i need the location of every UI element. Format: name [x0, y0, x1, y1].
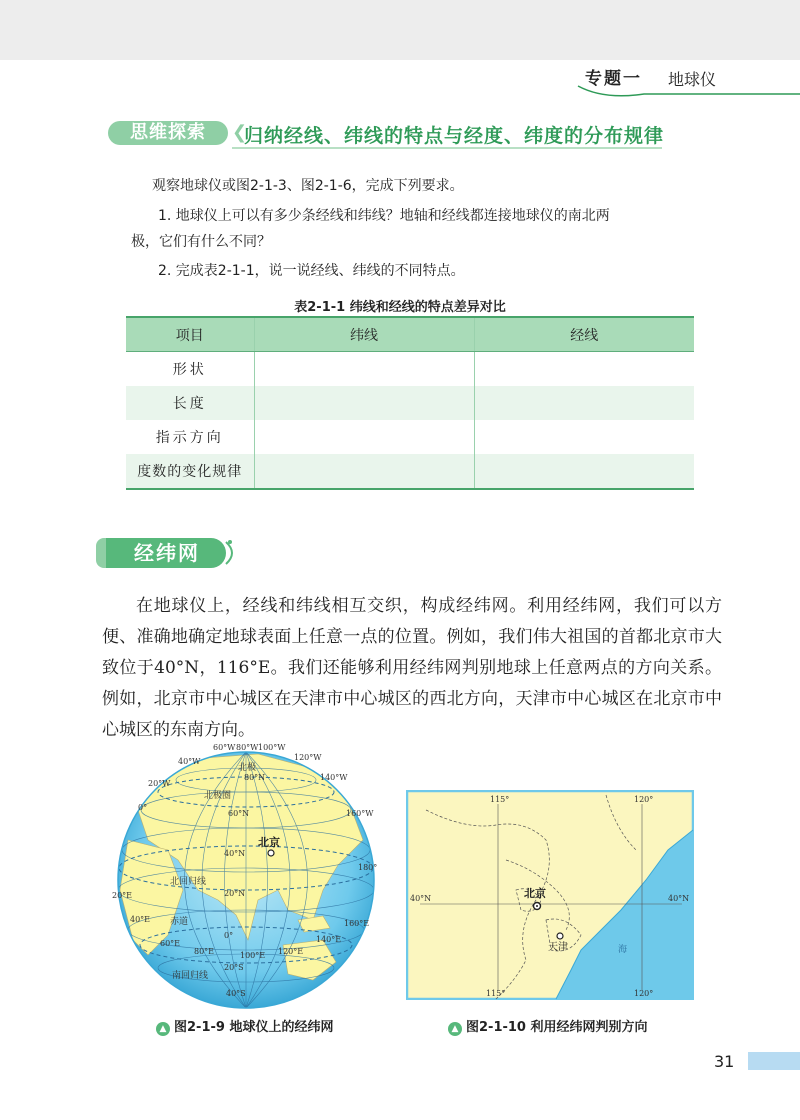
explore-intro: 观察地球仪或图2-1-3、图2-1-6，完成下列要求。: [152, 178, 464, 194]
region-map-figure: [406, 790, 694, 1000]
table-cell[interactable]: [474, 420, 694, 454]
question-1-cont: 极，它们有什么不同？: [131, 234, 271, 250]
table-cell[interactable]: [474, 352, 694, 387]
map-axis-label: 120°: [634, 795, 654, 804]
table-cell[interactable]: [474, 454, 694, 489]
comparison-table: [126, 316, 694, 490]
table-row: [126, 454, 694, 489]
map-axis-label: 120°: [634, 989, 654, 998]
globe-label: 120°W: [294, 753, 322, 762]
globe-label: 80°N: [244, 773, 266, 782]
table-cell[interactable]: [254, 352, 474, 387]
grid-badge: 经纬网: [106, 538, 226, 568]
question-2: 2. 完成表2-1-1，说一说经线、纬线的不同特点。: [158, 263, 465, 279]
table-row: [126, 386, 694, 420]
row-label-degree-pattern: 度数的变化规律: [126, 454, 254, 489]
globe-label: 80°E: [194, 947, 215, 956]
globe-label: 160°W: [346, 809, 374, 818]
globe-label: 60°N: [228, 809, 250, 818]
question-1: 1. 地球仪上可以有多少条经线和纬线？地轴和经线都连接地球仪的南北两: [158, 208, 610, 224]
explore-title: 归纳经线、纬线的特点与经度、纬度的分布规律: [244, 125, 665, 147]
globe-label-arctic-circle: 北极圈: [204, 791, 232, 801]
table-header-item: 项目: [126, 317, 254, 352]
grid-paragraph: 在地球仪上，经线和纬线相互交织，构成经纬网。利用经纬网，我们可以方便、准确地确定地球表面上任意一点的位置。例如，我们伟大祖国的首都北京市大致位于40°N，116°E。我们还能够利用经纬网判别地球上任意两点的方向关系。例如，北京市中心城区在天津市中心城区的西北方向，天津市中心城区在北京市中心城区的东南方向。: [102, 596, 722, 740]
row-label-shape: 形状: [172, 362, 207, 378]
grid-badge-curl-icon: [222, 538, 242, 568]
globe-label: 120°E: [278, 947, 304, 956]
globe-label-equator: 赤道: [170, 917, 189, 927]
globe-label-tropic-capricorn: 南回归线: [172, 971, 209, 981]
globe-label: 20°N: [224, 889, 246, 898]
globe-label: 180°: [358, 863, 378, 872]
map-tianjin-label: 天津: [548, 942, 568, 953]
globe-label: 40°E: [130, 915, 151, 924]
map-beijing-label: 北京: [524, 887, 546, 900]
row-label-length: 长度: [172, 396, 207, 412]
globe-label: 20°S: [224, 963, 244, 972]
chapter-subtitle: 地球仪: [667, 70, 716, 89]
globe-beijing-label: 北京: [258, 836, 280, 849]
map-tianjin-marker-icon: [557, 933, 563, 939]
table-cell[interactable]: [254, 386, 474, 420]
table-caption: 表2-1-1 纬线和经线的特点差异对比: [294, 300, 506, 315]
globe-label: 20°E: [112, 891, 133, 900]
table-row: [126, 420, 694, 454]
map-axis-label: 40°N: [668, 894, 690, 903]
explore-mark-icon: ❮: [232, 122, 248, 143]
globe-label: 40°S: [226, 989, 246, 998]
globe-label: 60°E: [160, 939, 181, 948]
globe-figure: [108, 740, 398, 1010]
figure-2-caption: ▲ 图2-1-10 利用经纬网判别方向: [448, 1016, 648, 1036]
globe-label: 100°W: [258, 743, 286, 752]
header-band: [0, 0, 800, 60]
map-axis-label: 115°: [486, 989, 506, 998]
globe-label: 0°: [138, 803, 148, 812]
figure-1-caption: ▲ 图2-1-9 地球仪上的经纬网: [156, 1016, 333, 1036]
chapter-title: 专题一: [585, 69, 642, 89]
beijing-marker-icon: [268, 850, 274, 856]
header-divider: [574, 82, 800, 102]
globe-label: 40°W: [178, 757, 201, 766]
globe-label: 0°: [224, 931, 234, 940]
table-header-row: [126, 317, 694, 352]
table-cell[interactable]: [474, 386, 694, 420]
globe-label: 40°N: [224, 849, 246, 858]
page-number: 31: [714, 1052, 735, 1071]
map-axis-label: 115°: [490, 795, 510, 804]
globe-label: 20°W: [148, 779, 171, 788]
map-sea-label: 海: [618, 945, 628, 955]
globe-label: 140°W: [320, 773, 348, 782]
table-cell[interactable]: [254, 420, 474, 454]
globe-label: 80°W: [236, 743, 259, 752]
explore-badge: 思维探索: [108, 121, 228, 145]
explore-underline: [232, 147, 662, 149]
globe-label-tropic-cancer: 北回归线: [170, 877, 207, 887]
globe-label: 140°E: [316, 935, 342, 944]
globe-label: 60°W: [213, 743, 236, 752]
table-header-longitude: 经线: [474, 317, 694, 352]
page-tab: [748, 1052, 800, 1070]
globe-label: 100°E: [240, 951, 266, 960]
row-label-direction: 指示方向: [155, 430, 224, 446]
globe-label-north-pole: 北极: [238, 763, 257, 773]
caption-bullet-icon: ▲: [156, 1022, 170, 1036]
caption-bullet-icon: ▲: [448, 1022, 462, 1036]
globe-label: 160°E: [344, 919, 370, 928]
map-axis-label: 40°N: [410, 894, 432, 903]
table-header-latitude: 纬线: [254, 317, 474, 352]
table-row: [126, 352, 694, 387]
table-cell[interactable]: [254, 454, 474, 489]
